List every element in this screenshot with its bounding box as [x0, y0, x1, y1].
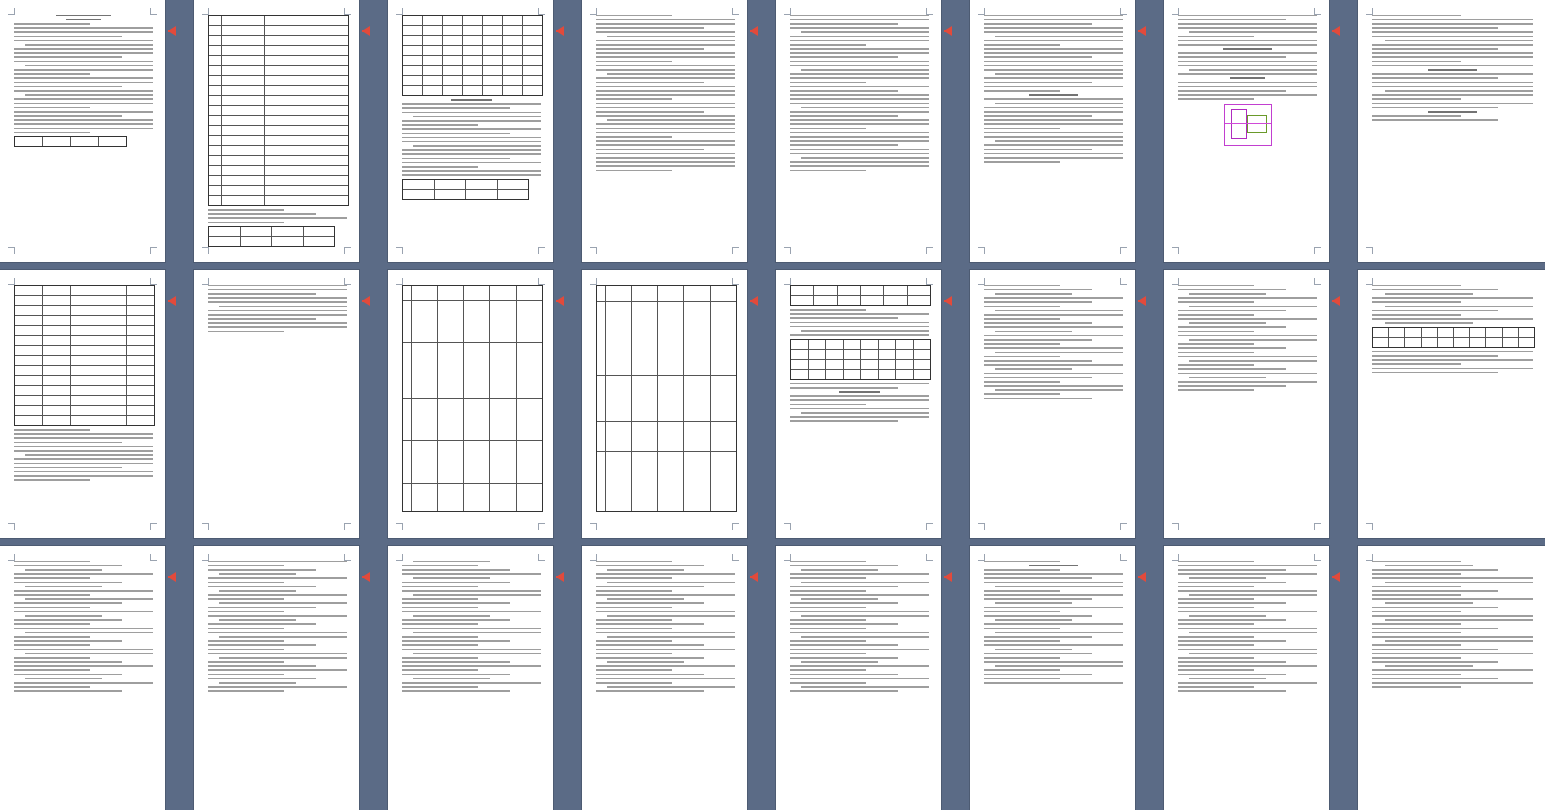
page-19-content	[402, 558, 541, 798]
page-thumbnail-8[interactable]	[1358, 0, 1545, 262]
page-marker-icon	[750, 26, 758, 36]
page-thumbnail-21[interactable]	[776, 546, 941, 810]
page-thumbnail-23[interactable]	[1164, 546, 1329, 810]
page-marker-icon	[1138, 26, 1146, 36]
page-thumbnail-10[interactable]	[194, 270, 359, 538]
page-marker-icon	[1138, 296, 1146, 306]
page-marker-icon	[1332, 26, 1340, 36]
page-marker-icon	[944, 296, 952, 306]
page-6-content	[984, 12, 1123, 250]
page-thumbnail-2[interactable]	[194, 0, 359, 262]
page-thumbnail-1[interactable]	[0, 0, 165, 262]
page-marker-icon	[944, 26, 952, 36]
page-marker-icon	[1332, 296, 1340, 306]
page-thumbnail-15[interactable]	[1164, 270, 1329, 538]
page-marker-icon	[168, 296, 176, 306]
page-thumbnail-13[interactable]	[776, 270, 941, 538]
page-marker-icon	[362, 572, 370, 582]
page-16-content	[1372, 282, 1533, 526]
page-thumbnail-17[interactable]	[0, 546, 165, 810]
page-marker-icon	[168, 572, 176, 582]
page-20-content	[596, 558, 735, 798]
page-thumbnail-5[interactable]	[776, 0, 941, 262]
page-thumbnail-11[interactable]	[388, 270, 553, 538]
page-5-content	[790, 12, 929, 250]
page-marker-icon	[944, 572, 952, 582]
page-2-content	[208, 12, 347, 250]
page-marker-icon	[1138, 572, 1146, 582]
page-thumbnail-19[interactable]	[388, 546, 553, 810]
page-thumbnail-22[interactable]	[970, 546, 1135, 810]
page-4-content	[596, 12, 735, 250]
page-thumbnail-9[interactable]	[0, 270, 165, 538]
page-12-content	[596, 282, 735, 526]
page-thumbnail-4[interactable]	[582, 0, 747, 262]
page-thumbnail-18[interactable]	[194, 546, 359, 810]
page-14-content	[984, 282, 1123, 526]
page-marker-icon	[362, 26, 370, 36]
page-thumbnail-16[interactable]	[1358, 270, 1545, 538]
page-marker-icon	[556, 26, 564, 36]
page-7-content	[1178, 12, 1317, 250]
page-24-content	[1372, 558, 1533, 798]
page-thumbnail-14[interactable]	[970, 270, 1135, 538]
page-thumbnail-6[interactable]	[970, 0, 1135, 262]
page-1-content	[14, 12, 153, 250]
engineering-drawing-figure	[1224, 104, 1272, 146]
page-11-content	[402, 282, 541, 526]
page-9-content	[14, 282, 153, 526]
page-marker-icon	[362, 296, 370, 306]
page-18-content	[208, 558, 347, 798]
page-15-content	[1178, 282, 1317, 526]
page-22-content	[984, 558, 1123, 798]
page-17-content	[14, 558, 153, 798]
page-marker-icon	[556, 572, 564, 582]
page-marker-icon	[750, 572, 758, 582]
page-marker-icon	[556, 296, 564, 306]
page-thumbnail-12[interactable]	[582, 270, 747, 538]
page-23-content	[1178, 558, 1317, 798]
page-13-content	[790, 282, 929, 526]
page-marker-icon	[1332, 572, 1340, 582]
page-21-content	[790, 558, 929, 798]
page-thumbnail-24[interactable]	[1358, 546, 1545, 810]
page-10-content	[208, 282, 347, 526]
page-marker-icon	[750, 296, 758, 306]
page-marker-icon	[168, 26, 176, 36]
page-thumbnail-20[interactable]	[582, 546, 747, 810]
page-3-content	[402, 12, 541, 250]
page-thumbnail-3[interactable]	[388, 0, 553, 262]
page-8-content	[1372, 12, 1533, 250]
page-thumbnail-7[interactable]	[1164, 0, 1329, 262]
